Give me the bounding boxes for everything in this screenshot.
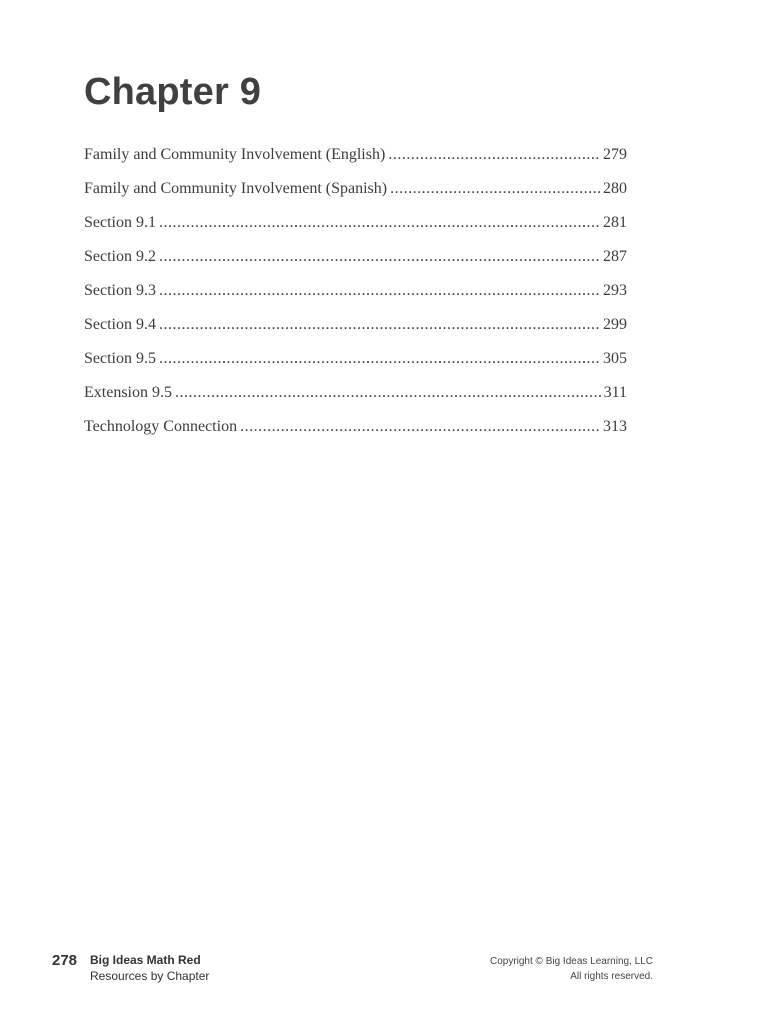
toc-entry-page: 279 bbox=[603, 146, 627, 163]
footer-rights: All rights reserved. bbox=[570, 971, 653, 982]
toc-dot-leader bbox=[159, 282, 601, 300]
toc-entry-page: 293 bbox=[603, 282, 627, 299]
toc-entry bbox=[84, 248, 627, 282]
toc-entry bbox=[84, 350, 627, 384]
toc-entry-page: 287 bbox=[603, 248, 627, 265]
toc-entry-label: Section 9.4 bbox=[84, 316, 156, 333]
toc-entry-page: 281 bbox=[603, 214, 627, 231]
toc-dot-leader bbox=[390, 180, 601, 198]
toc-entry-label: Section 9.5 bbox=[84, 350, 156, 367]
toc-dot-leader bbox=[159, 316, 601, 334]
toc-entry-label: Family and Community Involvement (Spanish) bbox=[84, 180, 388, 197]
toc-dot-leader bbox=[159, 350, 601, 368]
toc-entry bbox=[84, 180, 627, 214]
toc-entry bbox=[84, 418, 627, 452]
toc-entry-page: 311 bbox=[603, 384, 627, 401]
toc-entry-label: Section 9.3 bbox=[84, 282, 156, 299]
table-of-contents bbox=[84, 146, 627, 452]
toc-entry-page: 313 bbox=[603, 418, 627, 435]
toc-entry bbox=[84, 282, 627, 316]
toc-dot-leader bbox=[240, 418, 601, 436]
footer-book-title: Big Ideas Math Red bbox=[90, 953, 201, 967]
toc-entry bbox=[84, 146, 627, 180]
footer-book-subtitle: Resources by Chapter bbox=[90, 969, 210, 983]
footer-copyright-block bbox=[490, 954, 653, 984]
toc-dot-leader bbox=[388, 146, 601, 164]
page-title: Chapter 9 bbox=[84, 71, 262, 113]
toc-entry-page: 305 bbox=[603, 350, 627, 367]
toc-entry bbox=[84, 316, 627, 350]
toc-dot-leader bbox=[175, 384, 602, 402]
toc-entry-page: 280 bbox=[603, 180, 627, 197]
toc-dot-leader bbox=[159, 214, 601, 232]
toc-entry bbox=[84, 384, 627, 418]
toc-entry bbox=[84, 214, 627, 248]
toc-entry-label: Section 9.2 bbox=[84, 248, 156, 265]
toc-dot-leader bbox=[159, 248, 601, 266]
footer-copyright: Copyright © Big Ideas Learning, LLC bbox=[489, 956, 653, 967]
toc-entry-label: Extension 9.5 bbox=[84, 384, 172, 401]
footer-page-number: 278 bbox=[52, 952, 78, 969]
toc-entry-label: Section 9.1 bbox=[84, 214, 156, 231]
toc-entry-label: Family and Community Involvement (English) bbox=[84, 146, 386, 163]
footer-book-info bbox=[90, 952, 209, 984]
toc-entry-page: 299 bbox=[603, 316, 627, 333]
toc-entry-label: Technology Connection bbox=[84, 418, 238, 435]
